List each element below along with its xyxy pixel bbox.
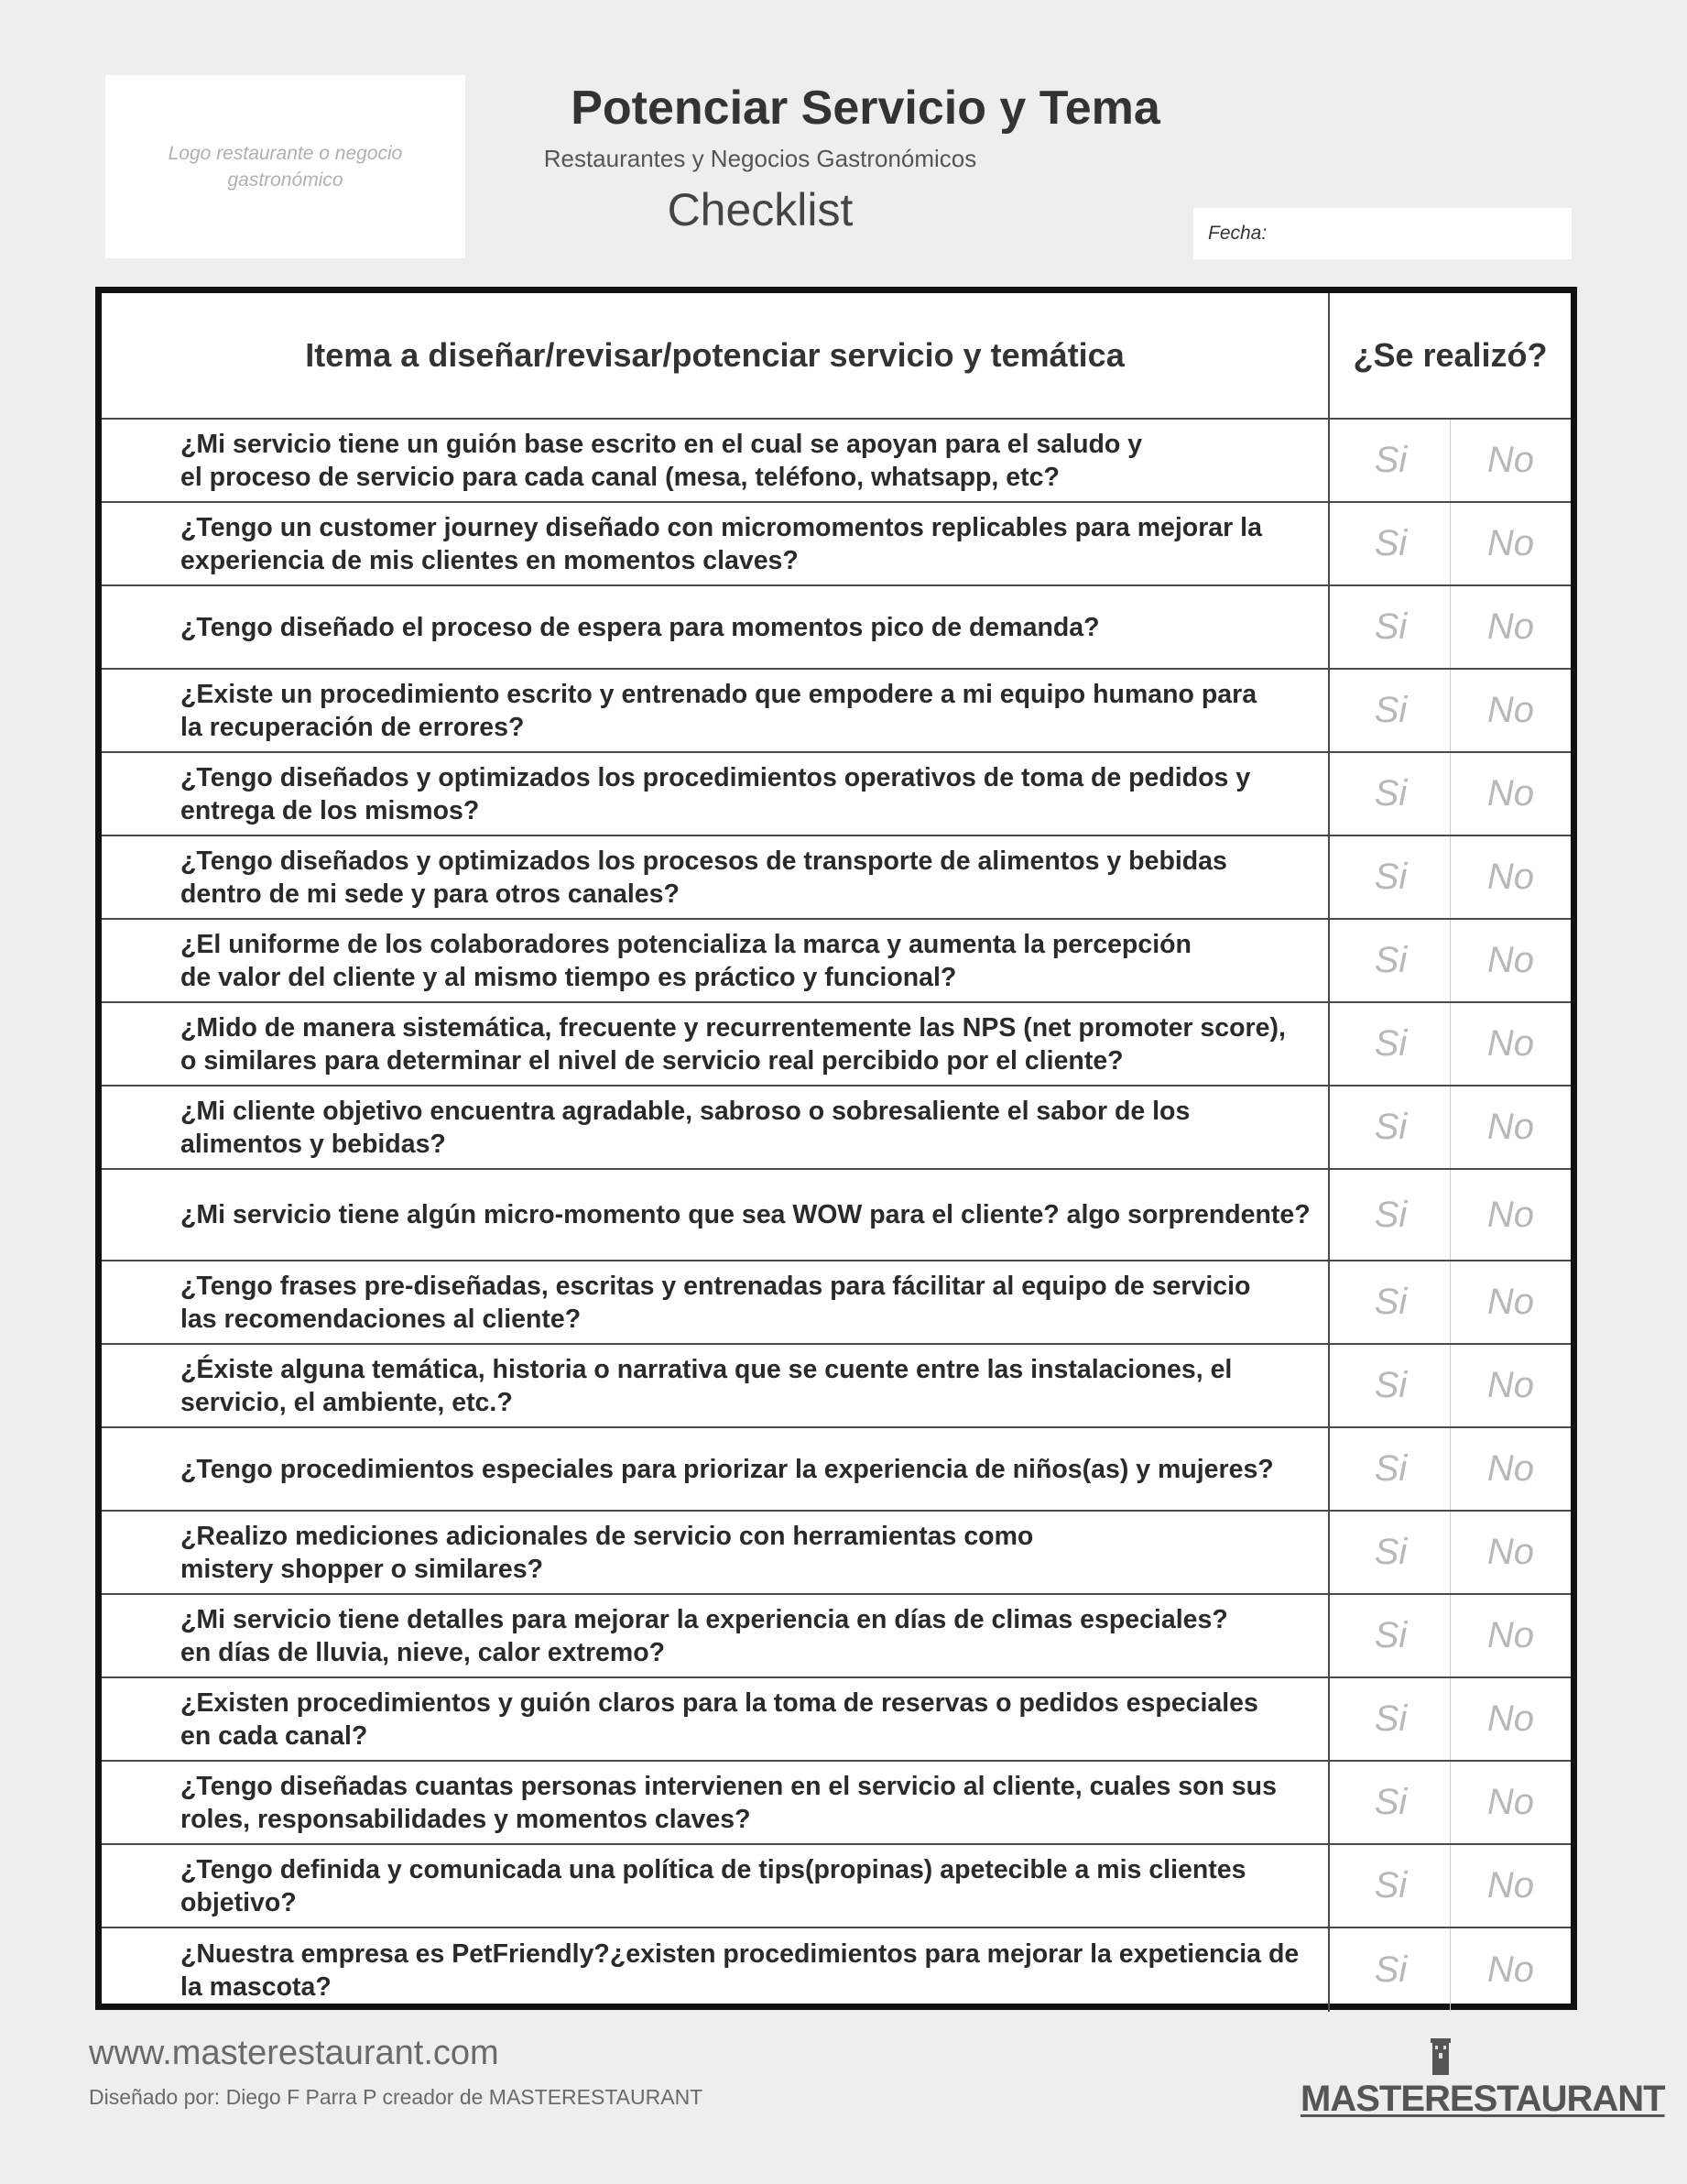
- option-no[interactable]: No: [1450, 1595, 1571, 1676]
- table-row: [102, 1428, 1571, 1512]
- option-si[interactable]: Si: [1328, 1170, 1452, 1260]
- option-si[interactable]: Si: [1328, 1678, 1452, 1760]
- checklist-question: ¿El uniforme de los colaboradores potencializa la marca y aumenta la percepción de valor del cliente y al mismo tiempo es práctico y funcional?: [180, 929, 1192, 992]
- option-no[interactable]: No: [1450, 420, 1571, 501]
- option-no[interactable]: No: [1450, 503, 1571, 584]
- checklist-question: ¿Existen procedimientos y guión claros para la toma de reservas o pedidos especiales en cada canal?: [180, 1687, 1258, 1751]
- logo-placeholder-text: Logo restaurante o negocio gastronómico: [168, 143, 403, 191]
- option-si[interactable]: Si: [1328, 586, 1452, 668]
- option-si[interactable]: Si: [1328, 670, 1452, 751]
- table-row: [102, 920, 1571, 1003]
- option-si[interactable]: Si: [1328, 1928, 1452, 2012]
- option-si[interactable]: Si: [1328, 836, 1452, 918]
- option-si[interactable]: Si: [1328, 1512, 1452, 1593]
- checklist-question: ¿Tengo diseñados y optimizados los procesos de transporte de alimentos y bebidas dentro de mi sede y para otros canales?: [180, 846, 1227, 909]
- checklist-question: ¿Nuestra empresa es PetFriendly?¿existen procedimientos para mejorar la expetiencia de la mascota?: [180, 1938, 1300, 2002]
- checklist-table: [95, 287, 1577, 2010]
- option-no[interactable]: No: [1450, 586, 1571, 668]
- table-row: [102, 420, 1571, 503]
- table-row: [102, 670, 1571, 753]
- option-no[interactable]: No: [1450, 1170, 1571, 1260]
- checklist-question: ¿Mido de manera sistemática, frecuente y recurrentemente las NPS (net promoter score), o similares para determinar el nivel de servicio real percibido por el cliente?: [180, 1012, 1286, 1076]
- option-si[interactable]: Si: [1328, 1595, 1452, 1676]
- checklist-question: ¿Tengo un customer journey diseñado con micromomentos replicables para mejorar la experiencia de mis clientes en momentos claves?: [180, 512, 1262, 575]
- table-row: [102, 1003, 1571, 1087]
- option-no[interactable]: No: [1450, 753, 1571, 835]
- table-header: [102, 293, 1571, 420]
- table-row: [102, 1595, 1571, 1678]
- checklist-question: ¿Mi servicio tiene algún micro-momento que sea WOW para el cliente? algo sorprendente?: [180, 1200, 1311, 1229]
- option-no[interactable]: No: [1450, 1512, 1571, 1593]
- checklist-question: ¿Tengo procedimientos especiales para priorizar la experiencia de niños(as) y mujeres?: [180, 1454, 1274, 1484]
- table-row: [102, 1087, 1571, 1170]
- brand-name: MASTERESTAURANT: [1301, 2079, 1665, 2119]
- option-si[interactable]: Si: [1328, 1087, 1452, 1168]
- checklist-question: ¿Tengo diseñado el proceso de espera para momentos pico de demanda?: [180, 612, 1100, 642]
- option-no[interactable]: No: [1450, 836, 1571, 918]
- option-no[interactable]: No: [1450, 1678, 1571, 1760]
- option-si[interactable]: Si: [1328, 503, 1452, 584]
- option-no[interactable]: No: [1450, 1261, 1571, 1343]
- header-item: Itema a diseñar/revisar/potenciar servicio y temática: [305, 336, 1125, 374]
- option-no[interactable]: No: [1450, 920, 1571, 1001]
- footer-credit: Diseñado por: Diego F Parra P creador de MASTERESTAURANT: [89, 2085, 703, 2109]
- option-si[interactable]: Si: [1328, 1762, 1452, 1843]
- table-row: [102, 1512, 1571, 1595]
- option-no[interactable]: No: [1450, 1428, 1571, 1510]
- option-no[interactable]: No: [1450, 1345, 1571, 1426]
- option-si[interactable]: Si: [1328, 920, 1452, 1001]
- checklist-question: ¿Tengo frases pre-diseñadas, escritas y entrenadas para fácilitar al equipo de servicio las recomendaciones al cliente?: [180, 1271, 1251, 1334]
- option-no[interactable]: No: [1450, 1003, 1571, 1085]
- date-label: Fecha:: [1208, 223, 1268, 244]
- option-no[interactable]: No: [1450, 1928, 1571, 2012]
- option-si[interactable]: Si: [1328, 1345, 1452, 1426]
- checklist-question: ¿Éxiste alguna temática, historia o narrativa que se cuente entre las instalaciones, el servicio, el ambiente, etc.?: [180, 1354, 1233, 1417]
- option-no[interactable]: No: [1450, 1845, 1571, 1927]
- table-row: [102, 503, 1571, 586]
- checklist-question: ¿Tengo diseñadas cuantas personas intervienen en el servicio al cliente, cuales son sus roles, responsabilidades y momentos claves?: [180, 1771, 1277, 1834]
- table-row: [102, 586, 1571, 670]
- table-row: [102, 753, 1571, 836]
- table-row: [102, 1928, 1571, 2012]
- checklist-question: ¿Realizo mediciones adicionales de servicio con herramientas como mistery shopper o similares?: [180, 1521, 1034, 1584]
- option-no[interactable]: No: [1450, 1087, 1571, 1168]
- table-row: [102, 1345, 1571, 1428]
- table-row: [102, 1261, 1571, 1345]
- tower-icon: [1431, 2038, 1451, 2077]
- page-subtitle: Restaurantes y Negocios Gastronómicos: [543, 145, 977, 172]
- checklist-question: ¿Mi servicio tiene detalles para mejorar la experiencia en días de climas especiales? en días de lluvia, nieve, calor extremo?: [180, 1604, 1228, 1667]
- table-row: [102, 1678, 1571, 1762]
- table-row: [102, 1170, 1571, 1261]
- option-si[interactable]: Si: [1328, 1428, 1452, 1510]
- checklist-question: ¿Mi servicio tiene un guión base escrito en el cual se apoyan para el saludo y el proceso de servicio para cada canal (mesa, teléfono, whatsapp, etc?: [180, 429, 1143, 492]
- footer-url[interactable]: www.masterestaurant.com: [89, 2034, 499, 2072]
- doc-type-label: Checklist: [667, 184, 854, 235]
- option-si[interactable]: Si: [1328, 1003, 1452, 1085]
- option-no[interactable]: No: [1450, 1762, 1571, 1843]
- checklist-question: ¿Mi cliente objetivo encuentra agradable, sabroso o sobresaliente el sabor de los alimentos y bebidas?: [180, 1096, 1191, 1159]
- table-row: [102, 1762, 1571, 1845]
- page-title: Potenciar Servicio y Tema: [571, 82, 1160, 135]
- table-row: [102, 836, 1571, 920]
- table-row: [102, 1845, 1571, 1928]
- option-si[interactable]: Si: [1328, 753, 1452, 835]
- date-field[interactable]: [1193, 208, 1572, 259]
- checklist-question: ¿Existe un procedimiento escrito y entrenado que empodere a mi equipo humano para la recuperación de errores?: [180, 679, 1257, 742]
- brand-logo: [1301, 2038, 1665, 2130]
- header-done: ¿Se realizó?: [1328, 293, 1571, 418]
- checklist-question: ¿Tengo definida y comunicada una política de tips(propinas) apetecible a mis clientes objetivo?: [180, 1854, 1246, 1917]
- checklist-question: ¿Tengo diseñados y optimizados los procedimientos operativos de toma de pedidos y entrega de los mismos?: [180, 762, 1251, 825]
- option-si[interactable]: Si: [1328, 1845, 1452, 1927]
- option-no[interactable]: No: [1450, 670, 1571, 751]
- table-body: [102, 420, 1571, 2004]
- option-si[interactable]: Si: [1328, 420, 1452, 501]
- option-si[interactable]: Si: [1328, 1261, 1452, 1343]
